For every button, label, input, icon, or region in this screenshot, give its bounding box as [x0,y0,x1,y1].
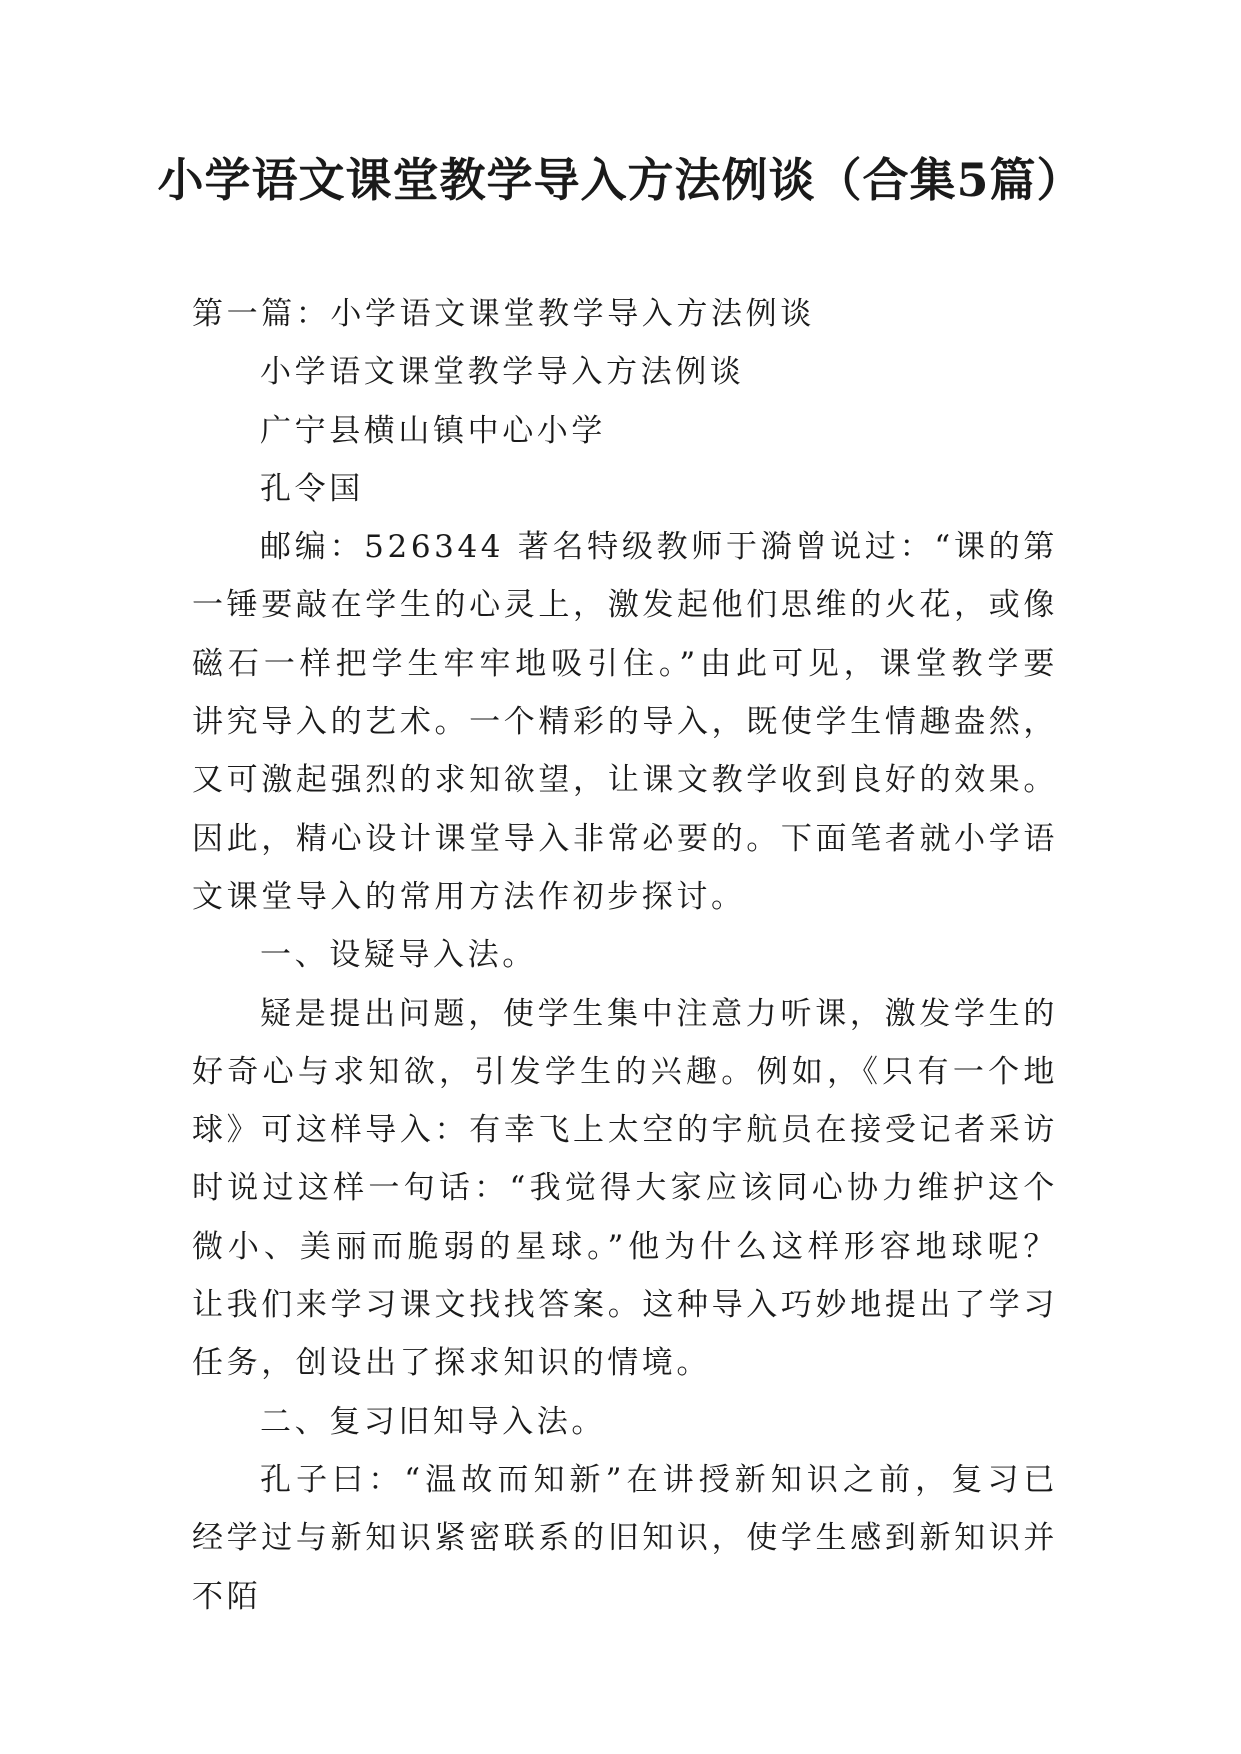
paragraph: 孔子曰：“温故而知新”在讲授新知识之前，复习已经学过与新知识紧密联系的旧知识，使学生感到新知识并不陌 [192,1461,1058,1615]
document-title: 小学语文课堂教学导入方法例谈（合集5篇） [157,153,1084,207]
paragraph: 疑是提出问题，使学生集中注意力听课，激发学生的好奇心与求知欲，引发学生的兴趣。例如，《只有一个地球》可这样导入：有幸飞上太空的宇航员在接受记者采访时说过这样一句话：“我觉得大家应该同心协力维护这个微小、美丽而脆弱的星球。”他为什么这样形容地球呢？让我们来学习课文找找答案。这种导入巧妙地提出了学习任务，创设出了探求知识的情境。 [192,995,1058,1382]
paragraph: 广宁县横山镇中心小学 [260,412,606,449]
document-body [192,285,1058,1626]
paragraph: 邮编：526344 著名特级教师于漪曾说过：“课的第一锤要敲在学生的心灵上，激发起他们思维的火花，或像磁石一样把学生牢牢地吸引住。”由此可见，课堂教学要讲究导入的艺术。一个精彩的导入，既使学生情趣盎然，又可激起强烈的求知欲望，让课文教学收到良好的效果。因此，精心设计课堂导入非常必要的。下面笔者就小学语文课堂导入的常用方法作初步探讨。 [192,529,1058,915]
section-heading: 一、设疑导入法。 [260,937,537,974]
paragraph: 孔令国 [260,470,364,507]
paragraph: 小学语文课堂教学导入方法例谈 [260,354,745,391]
section-heading: 二、复习旧知导入法。 [260,1403,606,1440]
paragraph: 第一篇：小学语文课堂教学导入方法例谈 [192,296,815,332]
